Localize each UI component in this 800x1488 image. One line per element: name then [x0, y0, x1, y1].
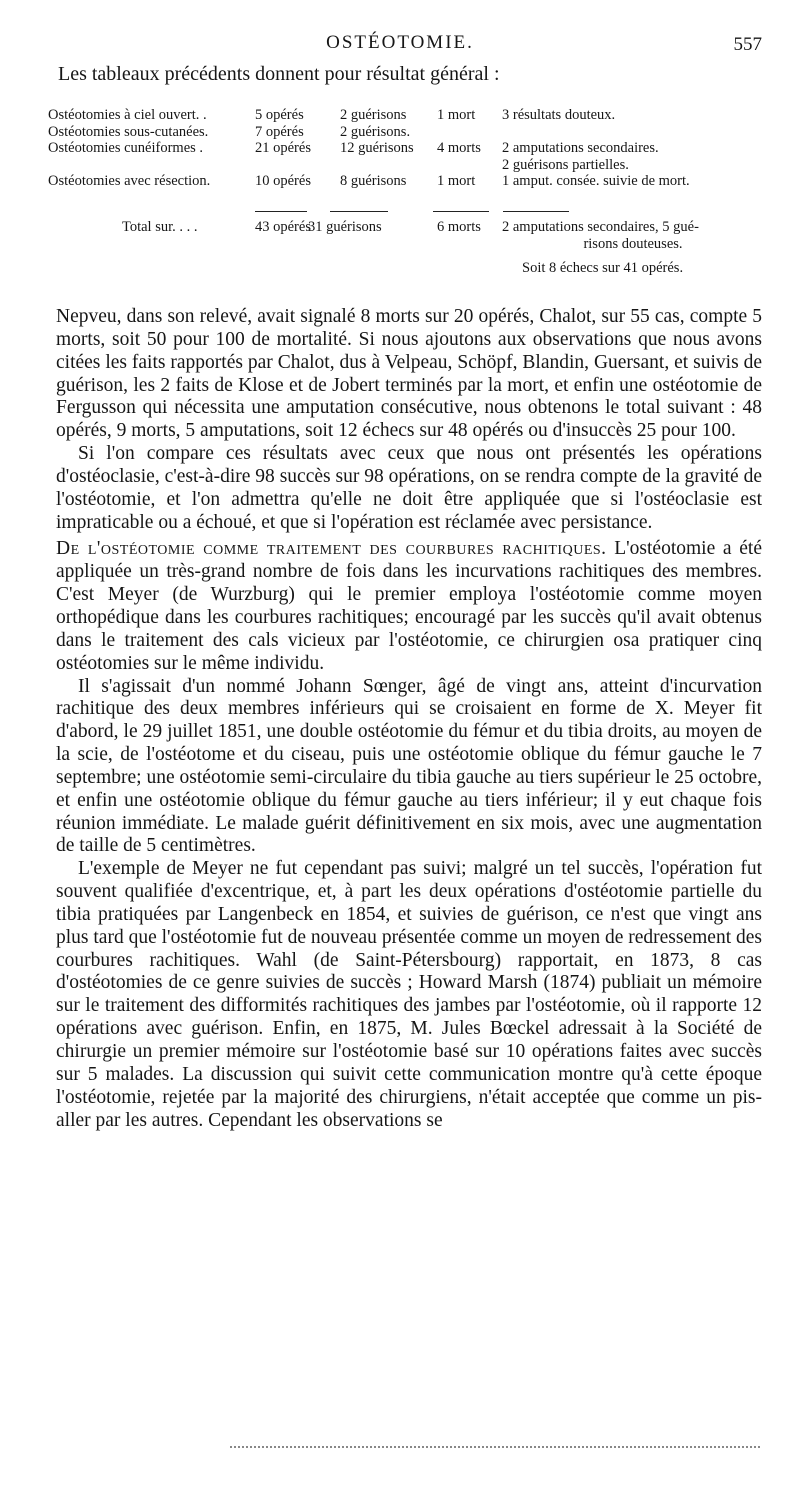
section-heading: De l'ostéotomie comme traitement des courbures rachitiques. — [56, 538, 607, 560]
paragraph-text: L'ostéotomie a été appliquée un très-grand nombre de fois dans les incurvations rachitiques des membres. C'est Meyer (de Wurzburg) qui le premier employa l'ostéotomie comme moyen orthopédique dans les courbures rachitiques; encouragé par les succès qu'il avait obtenus dans le traitement des cals vicieux par l'ostéotomie, ce chirurgien osa pratiquer cinq ostéotomies sur le même individu. — [56, 538, 762, 674]
row-remarque: 2 guérisons partielles. — [502, 156, 629, 173]
row-remarque: 1 amput. consée. suivie de mort. — [502, 173, 690, 189]
total-remarque-2: risons douteuses. — [583, 235, 683, 252]
row-guerisons: 8 guérisons — [340, 173, 407, 189]
paragraph: Si l'on compare ces résultats avec ceux que nous ont présentés les opérations d'ostéoclasie, c'est-à-dire 98 succès sur 98 opérations, on se rendra compte de la gravité de l'ostéotomie, et l'on admettra qu'elle ne doit être appliquée que si l'ostéoclasie est impraticable ou a échoué, et que si l'opération est réclamée avec persistance. — [56, 443, 762, 533]
page-number: 557 — [733, 34, 762, 55]
running-title: OSTÉOTOMIE. — [326, 32, 474, 53]
row-guerisons: 2 guérisons. — [340, 123, 411, 140]
results-table — [48, 107, 768, 190]
row-operes: 21 opérés — [255, 140, 311, 156]
intro-line: Les tableaux précédents donnent pour résultat général : — [58, 63, 500, 85]
table-row — [48, 124, 768, 141]
sum-rule-morts — [433, 211, 489, 212]
row-label: Ostéotomies à ciel ouvert. . — [48, 107, 207, 123]
row-remarque: 3 résultats douteux. — [502, 107, 616, 123]
total-summary: Soit 8 échecs sur 41 opérés. — [522, 260, 684, 276]
row-morts: 4 morts — [437, 140, 481, 156]
total-line — [48, 219, 768, 236]
paragraph: Nepveu, dans son relevé, avait signalé 8 morts sur 20 opérés, Chalot, sur 55 cas, compte 5 morts, soit 50 pour 100 de mortalité. Si nous ajoutons aux observations que nous avons citées les faits rapportés par Chalot, dus à Velpeau, Schöpf, Blandin, Guersant, et suivis de guérison, les 2 faits de Klose et de Jobert terminés par la mort, et enfin une ostéotomie de Fergusson qui nécessita une amputation consécutive, nous obtenons le total suivant : 48 opérés, 9 morts, 5 amputations, soit 12 échecs sur 48 opérés ou d'insuccès 25 pour 100. — [56, 306, 762, 442]
total-label: Total sur. . . . — [122, 219, 198, 235]
body-text — [56, 306, 762, 1132]
row-morts: 1 mort — [437, 173, 476, 189]
row-label: Ostéotomies sous-cutanées. — [48, 123, 209, 140]
table-row — [48, 107, 768, 124]
total-row — [48, 219, 768, 276]
table-row — [48, 173, 768, 190]
footer-dotted-rule — [230, 1446, 760, 1448]
sum-rule-guerisons — [330, 211, 388, 212]
row-label: Ostéotomies cunéiformes . — [48, 140, 204, 156]
row-operes: 10 opérés — [255, 173, 311, 189]
row-morts: 1 mort — [437, 107, 476, 123]
sum-rule-remarque — [503, 211, 569, 212]
row-operes: 5 opérés — [255, 107, 304, 123]
row-guerisons: 2 guérisons — [340, 107, 407, 123]
sum-rule-operes — [255, 211, 307, 212]
paragraph: L'exemple de Meyer ne fut cependant pas suivi; malgré un tel succès, l'opération fut souvent qualifiée d'excentrique, et, à part les deux opérations d'ostéotomie partielle du tibia pratiquées par Langenbeck en 1854, et suivies de guérison, ce n'est que vingt ans plus tard que l'ostéotomie fut de nouveau présentée comme un moyen de redressement des courbures rachitiques. Wahl (de Saint-Pétersbourg) rapportait, en 1873, 8 cas d'ostéotomies de ce genre suivies de succès ; Howard Marsh (1874) publiait un mémoire sur le traitement des difformités rachitiques des jambes par l'ostéotomie, où il rapporte 12 opérations avec guérison. Enfin, en 1875, M. Jules Bœckel adressait à la Société de chirurgie un premier mémoire sur l'ostéotomie basé sur 10 opérations faites avec succès sur 5 malades. La discussion qui suivit cette communication montre qu'à cette époque l'ostéotomie, rejetée par la majorité des chirurgiens, n'était acceptée que comme un pis-aller par les autres. Cependant les observations se — [56, 858, 762, 1131]
total-morts: 6 morts — [437, 219, 481, 235]
total-remarque-1: 2 amputations secondaires, 5 gué- — [502, 219, 699, 235]
paragraph: Il s'agissait d'un nommé Johann Sœnger, âgé de vingt ans, atteint d'incurvation rachitique des deux membres inférieurs qui se croisaient en forme de X. Meyer fit d'abord, le 29 juillet 1851, une double ostéotomie du fémur et du tibia droits, au moyen de la scie, de l'ostéotome et du ciseau, puis une ostéotomie oblique du fémur gauche le 7 septembre; une ostéotomie semi-circulaire du tibia gauche au tiers supérieur le 25 octobre, et enfin une ostéotomie oblique du fémur gauche au tiers inférieur; il y eut chaque fois réunion immédiate. Le malade guérit définitivement en six mois, avec une augmentation de taille de 5 centimètres. — [56, 675, 762, 857]
total-operes: 43 opérés — [255, 219, 311, 235]
row-guerisons: 12 guérisons — [340, 140, 414, 156]
table-row — [48, 140, 768, 157]
total-guerisons: 31 guérisons — [308, 219, 382, 235]
row-remarque: 2 amputations secondaires. — [502, 140, 659, 156]
row-operes: 7 opérés — [255, 123, 304, 140]
paragraph — [56, 538, 762, 675]
table-row — [48, 157, 768, 174]
row-label: Ostéotomies avec résection. — [48, 173, 211, 189]
